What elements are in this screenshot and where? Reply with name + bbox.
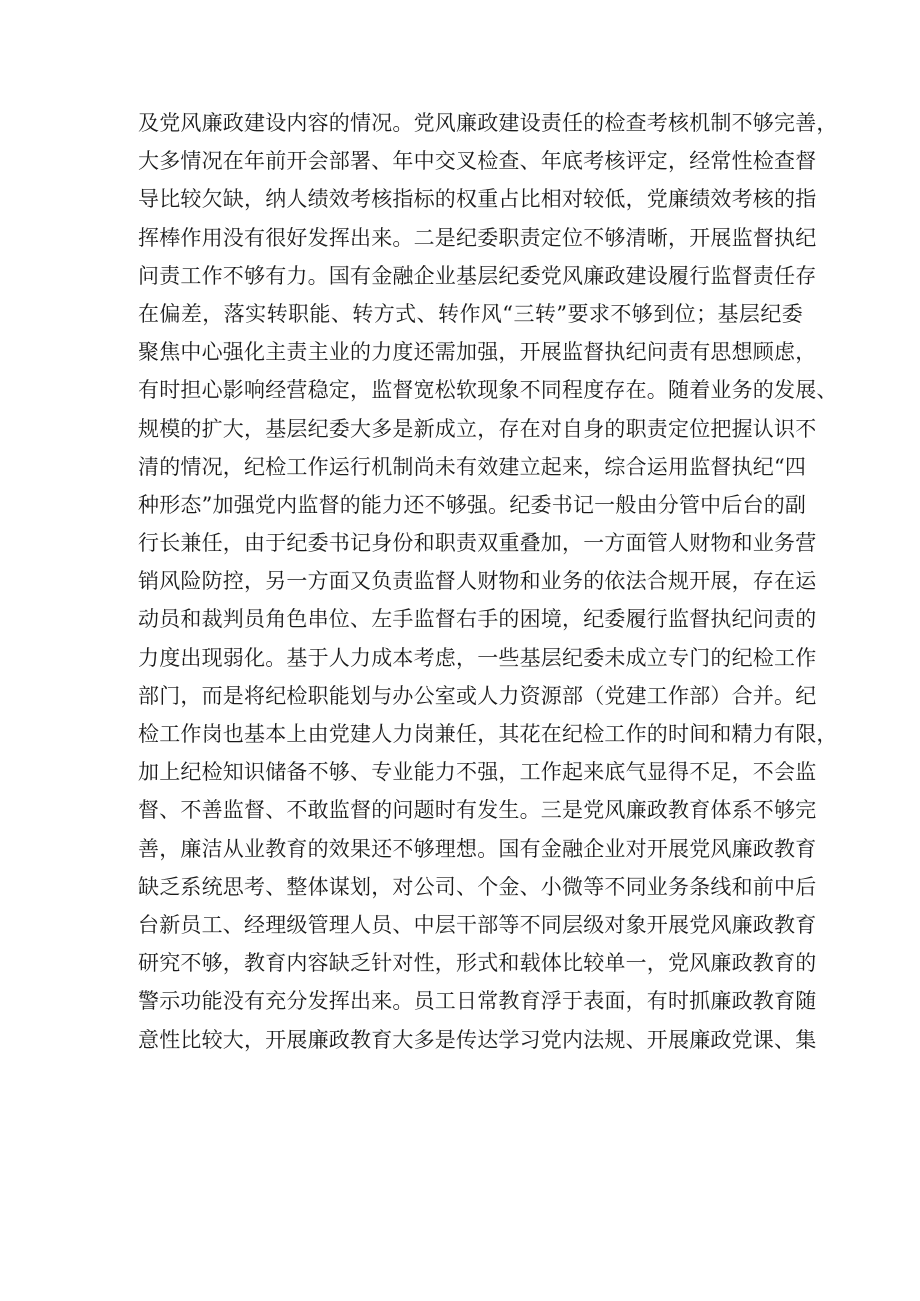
body-paragraph	[138, 104, 838, 1059]
text-line: 清的情况，纪检工作运行机制尚未有效建立起来，综合运用监督执纪“四	[138, 454, 807, 479]
text-line: 台新员工、经理级管理人员、中层干部等不同层级对象开展党风廉政教育	[138, 912, 817, 937]
text-line: 动员和裁判员角色串位、左手监督右手的困境，纪委履行监督执纪问责的	[138, 607, 817, 632]
text-line: 聚焦中心强化主责主业的力度还需加强，开展监督执纪问责有思想顾虑，	[138, 340, 817, 365]
text-line: 行长兼任，由于纪委书记身份和职责双重叠加，一方面管人财物和业务营	[138, 531, 817, 556]
text-line: 检工作岗也基本上由党建人力岗兼任，其花在纪检工作的时间和精力有限，	[138, 722, 838, 746]
text-line: 及党风廉政建设内容的情况。党风廉政建设责任的检查考核机制不够完善，	[138, 111, 838, 135]
text-line: 问责工作不够有力。国有金融企业基层纪委党风廉政建设履行监督责任存	[138, 263, 817, 288]
text-line: 警示功能没有充分发挥出来。员工日常教育浮于表面，有时抓廉政教育随	[138, 989, 817, 1014]
text-line: 部门，而是将纪检职能划与办公室或人力资源部（党建工作部）合并。纪	[138, 683, 817, 708]
text-line: 力度出现弱化。基于人力成本考虑，一些基层纪委未成立专门的纪检工作	[138, 645, 817, 670]
text-line: 加上纪检知识储备不够、专业能力不强，工作起来底气显得不足，不会监	[138, 760, 817, 785]
text-line: 有时担心影响经营稳定，监督宽松软现象不同程度存在。随着业务的发展、	[138, 378, 838, 403]
text-line: 挥棒作用没有很好发挥出来。二是纪委职责定位不够清晰，开展监督执纪	[138, 225, 817, 250]
text-line: 大多情况在年前开会部署、年中交叉检查、年底考核评定，经常性检查督	[138, 149, 817, 174]
text-line: 缺乏系统思考、整体谋划，对公司、个金、小微等不同业务条线和前中后	[138, 874, 817, 899]
text-line: 督、不善监督、不敢监督的问题时有发生。三是党风廉政教育体系不够完	[138, 798, 817, 823]
text-line: 善，廉洁从业教育的效果还不够理想。国有金融企业对开展党风廉政教育	[138, 836, 817, 861]
text-line: 种形态”加强党内监督的能力还不够强。纪委书记一般由分管中后台的副	[138, 492, 807, 517]
text-line: 研究不够，教育内容缺乏针对性，形式和载体比较单一，党风廉政教育的	[138, 951, 817, 976]
text-line: 意性比较大，开展廉政教育大多是传达学习党内法规、开展廉政党课、集	[138, 1027, 817, 1052]
text-line: 导比较欠缺，纳人绩效考核指标的权重占比相对较低，党廉绩效考核的指	[138, 187, 817, 212]
text-line: 销风险防控，另一方面又负责监督人财物和业务的依法合规开展，存在运	[138, 569, 817, 594]
text-line: 规模的扩大，基层纪委大多是新成立，存在对自身的职责定位把握认识不	[138, 416, 817, 441]
text-line: 在偏差，落实转职能、转方式、转作风“三转”要求不够到位；基层纪委	[138, 301, 803, 326]
